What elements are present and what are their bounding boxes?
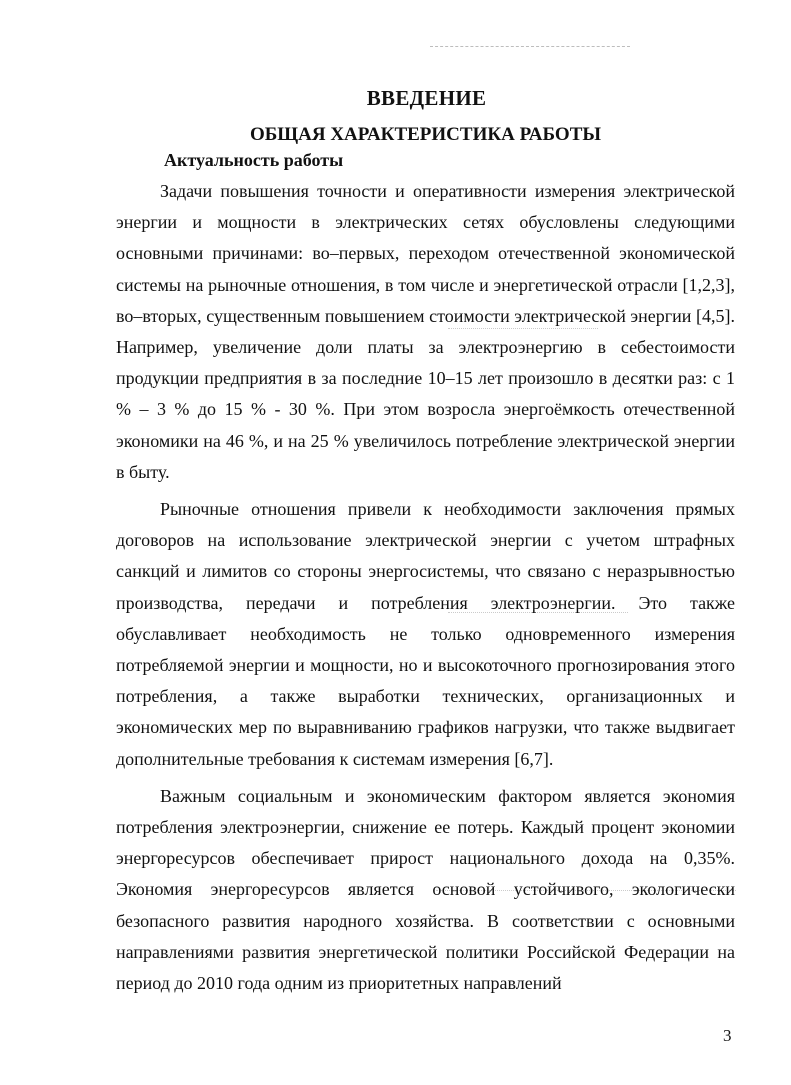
page-number: 3 [723, 1026, 732, 1045]
paragraph: Задачи повышения точности и оперативности измерения электрической энергии и мощности в электрических сетях обусловлены следующими основными причинами: во–первых, переходом отечественной экономической системы на рыночные отношения, в том числе и энергетической отрасли [1,2,3], во–вторых, существенным повышением стоимости электрической энергии [4,5]. Например, увеличение доли платы за электроэнергию в себестоимости продукции предприятия в за последние 10–15 лет произошло в десятки раз: с 1 % – 3 % до 15 % - 30 %. При этом возросла энергоёмкость отечественной экономики на 46 %, и на 25 % увеличилось потребление электрической энергии в быту. [116, 181, 735, 482]
section-heading: Актуальность работы [164, 150, 344, 170]
scan-artifact-top [430, 46, 630, 49]
paragraph: Рыночные отношения привели к необходимости заключения прямых договоров на использование электрической энергии с учетом штрафных санкций и лимитов со стороны энергосистемы, что связано с неразрывностью производства, передачи и потребления электроэнергии. Это также обуславливает необходимость не только одновременного измерения потребляемой энергии и мощности, но и высокоточного прогнозирования этого потребления, а также выработки технических, организационных и экономических мер по выравниванию графиков нагрузки, что также выдвигает дополнительные требования к системам измерения [6,7]. [116, 499, 735, 769]
page-title: ВВЕДЕНИЕ [366, 86, 487, 110]
page-subtitle: ОБЩАЯ ХАРАКТЕРИСТИКА РАБОТЫ [249, 124, 602, 145]
body-text [116, 176, 735, 1005]
paragraph: Важным социальным и экономическим фактором является экономия потребления электроэнергии, снижение ее потерь. Каждый процент экономии энергоресурсов обеспечивает прирост национального дохода на 0,35%. Экономия энергоресурсов является основой устойчивого, экологически безопасного развития народного хозяйства. В соответствии с основными направлениями развития энергетической политики Российской Федерации на период до 2010 года одним из приоритетных направлений [116, 785, 735, 994]
